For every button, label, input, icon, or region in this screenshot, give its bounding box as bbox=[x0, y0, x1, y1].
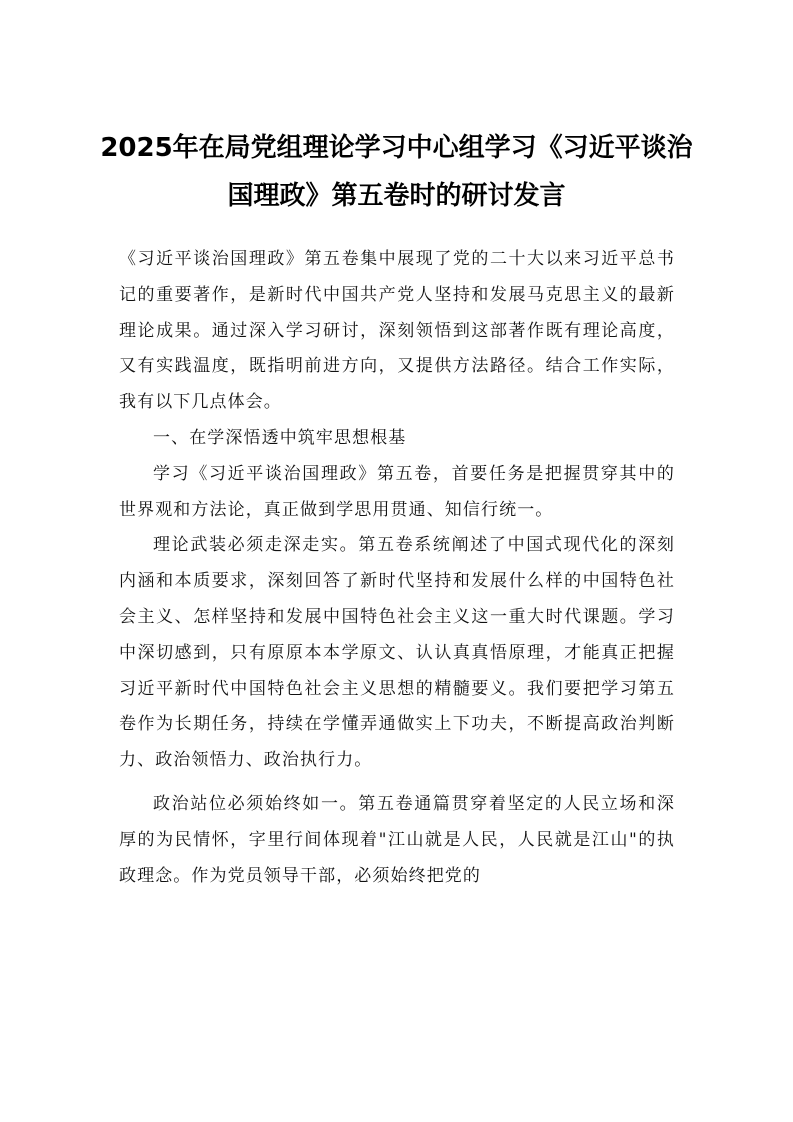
body-paragraph-3: 政治站位必须始终如一。第五卷通篇贯穿着坚定的人民立场和深厚的为民情怀，字里行间体现着"江山就是人民，人民就是江山"的执政理念。作为党员领导干部，必须始终把党的 bbox=[119, 793, 675, 886]
intro-paragraph: 《习近平谈治国理政》第五卷集中展现了党的二十大以来习近平总书记的重要著作，是新时代中国共产党人坚持和发展马克思主义的最新理论成果。通过深入学习研讨，深刻领悟到这部著作既有理论高度，又有实践温度，既指明前进方向，又提供方法路径。结合工作实际，我有以下几点体会。 bbox=[119, 249, 675, 413]
document-body bbox=[119, 242, 675, 894]
section-heading-1: 一、在学深悟透中筑牢思想根基 bbox=[153, 427, 407, 448]
body-paragraph-1: 学习《习近平谈治国理政》第五卷，首要任务是把握贯穿其中的世界观和方法论，真正做到学思用贯通、知信行统一。 bbox=[119, 463, 675, 520]
body-paragraph-2: 理论武装必须走深走实。第五卷系统阐述了中国式现代化的深刻内涵和本质要求，深刻回答了新时代坚持和发展什么样的中国特色社会主义、怎样坚持和发展中国特色社会主义这一重大时代课题。学习中深切感到，只有原原本本学原文、认认真真悟原理，才能真正把握习近平新时代中国特色社会主义思想的精髓要义。我们要把学习第五卷作为长期任务，持续在学懂弄通做实上下功夫，不断提高政治判断力、政治领悟力、政治执行力。 bbox=[119, 535, 675, 771]
document-title: 2025年在局党组理论学习中心组学习《习近平谈治国理政》第五卷时的研讨发言 bbox=[100, 133, 693, 211]
